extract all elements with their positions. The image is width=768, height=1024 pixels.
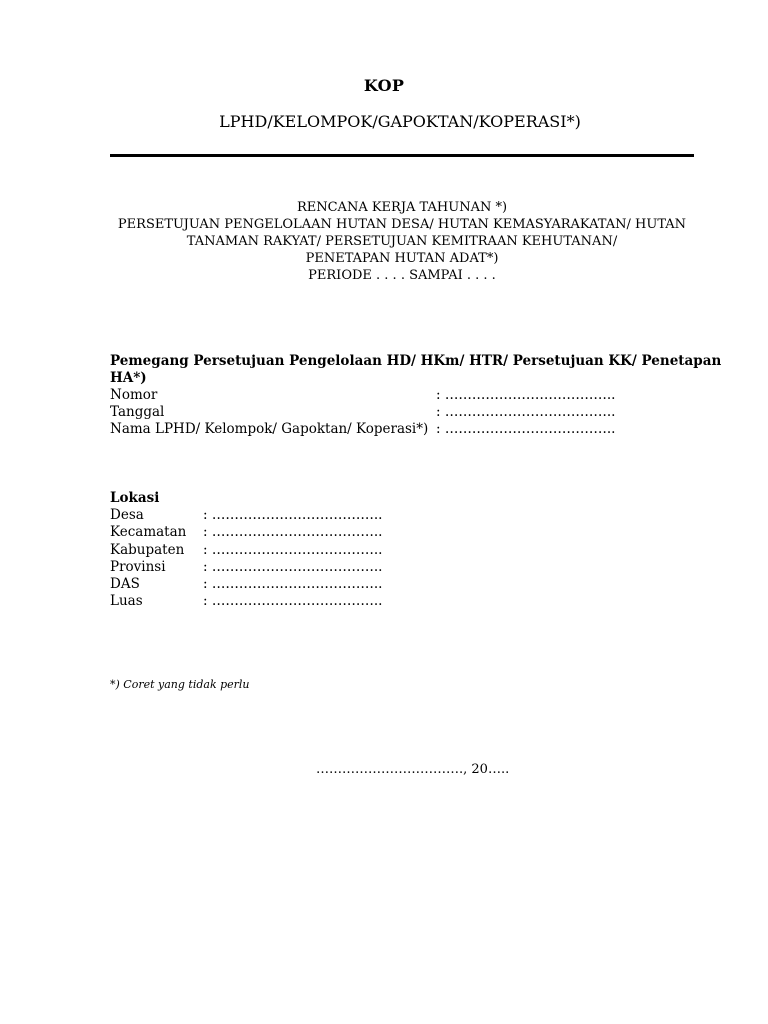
date-line: ……………………………., 20….. [316, 762, 510, 777]
lokasi-field-kecamatan [110, 524, 510, 541]
title-line: PERIODE . . . . SAMPAI . . . . [308, 268, 496, 283]
holder-heading-continuation: HA*) [110, 370, 147, 386]
holder-field-tanggal [110, 404, 695, 421]
field-label: Desa [110, 507, 144, 524]
title-line: PERSETUJUAN PENGELOLAAN HUTAN DESA/ HUTAN KEMASYARAKATAN/ HUTAN [117, 217, 687, 232]
holder-field-nomor [110, 387, 695, 404]
lokasi-field-luas [110, 593, 510, 610]
field-label: Kecamatan [110, 524, 187, 541]
footnote: *) Coret yang tidak perlu [110, 678, 250, 691]
field-label: Nomor [110, 387, 158, 403]
field-value: : ……………………………….. [436, 421, 616, 437]
field-value: : ……………………………….. [436, 387, 616, 403]
field-label: DAS [110, 575, 140, 592]
field-value: : ……………………………….. [203, 524, 383, 541]
lokasi-field-desa [110, 507, 510, 524]
organization-heading: LPHD/KELOMPOK/GAPOKTAN/KOPERASI*) [219, 112, 581, 131]
field-label: Provinsi [110, 558, 166, 575]
kop-heading: KOP [363, 76, 405, 95]
holder-section [110, 353, 722, 438]
holder-field-nama [110, 421, 695, 438]
title-line: TANAMAN RAKYAT/ PERSETUJUAN KEMITRAAN KEHUTANAN/ [186, 234, 618, 249]
field-label: Nama LPHD/ Kelompok/ Gapoktan/ Koperasi*) [110, 421, 429, 437]
field-label: Tanggal [110, 404, 165, 420]
field-value: : ……………………………….. [203, 541, 383, 558]
field-value: : ……………………………….. [203, 593, 383, 610]
lokasi-field-provinsi [110, 559, 510, 576]
document-title [100, 199, 704, 284]
lokasi-field-kabupaten [110, 542, 510, 559]
holder-heading: Pemegang Persetujuan Pengelolaan HD/ HKm/ HTR/ Persetujuan KK/ Penetapan [110, 353, 722, 369]
field-label: Luas [110, 593, 143, 610]
title-line: RENCANA KERJA TAHUNAN *) [296, 200, 508, 215]
lokasi-heading: Lokasi [110, 490, 160, 506]
field-value: : ……………………………….. [203, 507, 383, 524]
title-line: PENETAPAN HUTAN ADAT*) [305, 251, 499, 266]
lokasi-field-das [110, 576, 510, 593]
field-value: : ……………………………….. [203, 575, 383, 592]
field-value: : ……………………………….. [203, 558, 383, 575]
lokasi-section [110, 490, 510, 610]
field-label: Kabupaten [110, 541, 185, 558]
header-divider [110, 154, 694, 157]
field-value: : ……………………………….. [436, 404, 616, 420]
